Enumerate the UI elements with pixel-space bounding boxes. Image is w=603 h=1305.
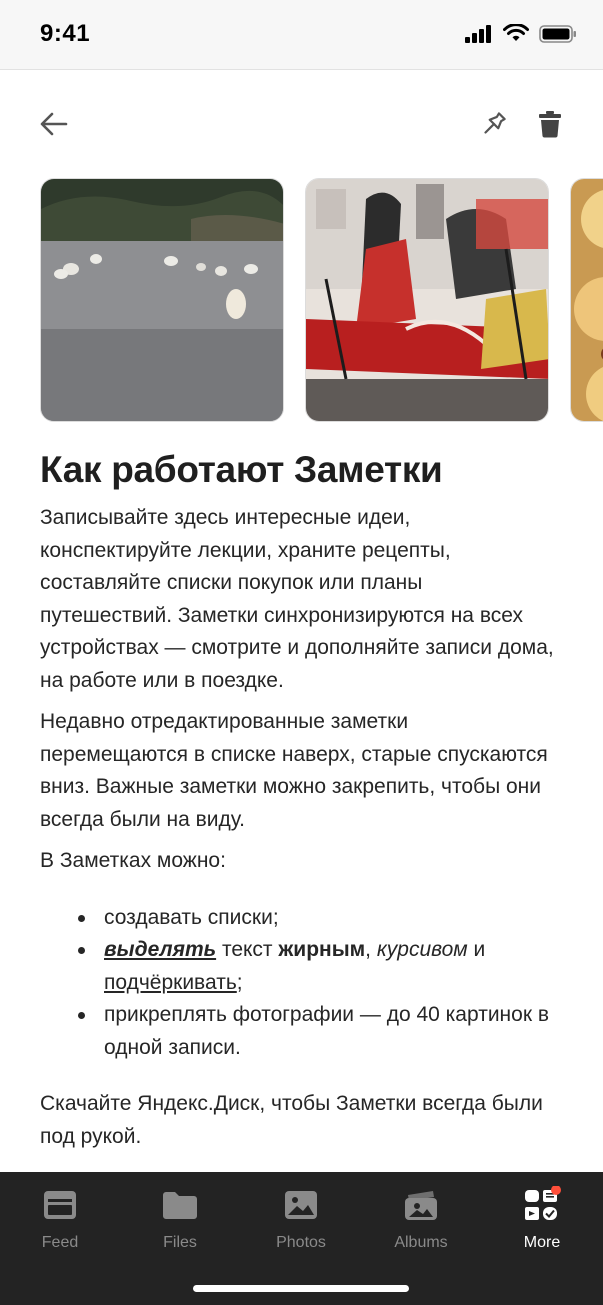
- delete-button[interactable]: [530, 104, 570, 144]
- note-paragraph: Скачайте Яндекс.Диск, чтобы Заметки всегда были под рукой.: [40, 1092, 543, 1148]
- back-button[interactable]: [34, 104, 74, 144]
- feed-icon: [43, 1190, 77, 1220]
- albums-icon: [403, 1189, 439, 1221]
- list-item: создавать списки;: [40, 902, 560, 935]
- photo-icon: [284, 1190, 318, 1220]
- tab-label: Albums: [394, 1234, 448, 1251]
- tab-photos[interactable]: [241, 1186, 361, 1256]
- trash-icon: [538, 110, 562, 138]
- photo-street-mural[interactable]: [305, 178, 549, 422]
- note-paragraph: Недавно отредактированные заметки перемещаются в списке наверх, старые спускаются вниз. Важные заметки можно закрепить, чтобы они всегда были на виду.: [40, 710, 548, 831]
- formatted-bold-text: жирным: [278, 938, 366, 961]
- home-indicator: [193, 1285, 409, 1292]
- tab-label: Photos: [276, 1234, 326, 1251]
- pin-icon: [479, 109, 509, 139]
- note-toolbar: [0, 100, 603, 150]
- note-title: Как работают Заметки: [40, 449, 443, 490]
- tab-label: More: [523, 1234, 561, 1251]
- status-icons: [465, 24, 577, 43]
- pin-button[interactable]: [474, 104, 514, 144]
- cellular-signal-icon: [465, 25, 493, 43]
- wifi-icon: [503, 24, 529, 43]
- photo-gallery[interactable]: [40, 178, 603, 422]
- more-grid-icon: [523, 1186, 561, 1224]
- note-paragraph: В Заметках можно:: [40, 849, 226, 872]
- bottom-tab-bar: [0, 1172, 603, 1305]
- tab-feed[interactable]: [0, 1186, 120, 1256]
- tab-label: Feed: [41, 1234, 79, 1251]
- formatted-italic-text: курсивом: [376, 938, 468, 961]
- note-bullet-list: [40, 902, 560, 1065]
- list-item: выделять текст жирным, курсивом и подчёркивать;: [40, 934, 560, 999]
- photo-pastries[interactable]: [570, 178, 603, 422]
- arrow-left-icon: [39, 111, 69, 137]
- note-paragraph: Записывайте здесь интересные идеи, конспектируйте лекции, храните рецепты, составляйте списки покупок или планы путешествий. Заметки синхронизируются на всех устройствах — смотрите и дополняйте записи дома, на работе или в поездке.: [40, 506, 554, 692]
- formatted-underline-text: подчёркивать: [104, 970, 237, 994]
- tab-files[interactable]: [120, 1186, 240, 1256]
- note-content[interactable]: [40, 448, 560, 1162]
- tab-label: Files: [163, 1234, 197, 1251]
- list-item: прикреплять фотографии — до 40 картинок в одной записи.: [40, 999, 560, 1064]
- status-time: 9:41: [40, 20, 91, 47]
- status-bar: [0, 0, 603, 70]
- battery-icon: [539, 25, 577, 43]
- folder-icon: [162, 1190, 198, 1220]
- tab-more[interactable]: [482, 1186, 602, 1256]
- formatted-highlight-text[interactable]: выделять: [104, 938, 217, 961]
- tab-albums[interactable]: [361, 1186, 481, 1256]
- photo-seagulls-beach[interactable]: [40, 178, 284, 422]
